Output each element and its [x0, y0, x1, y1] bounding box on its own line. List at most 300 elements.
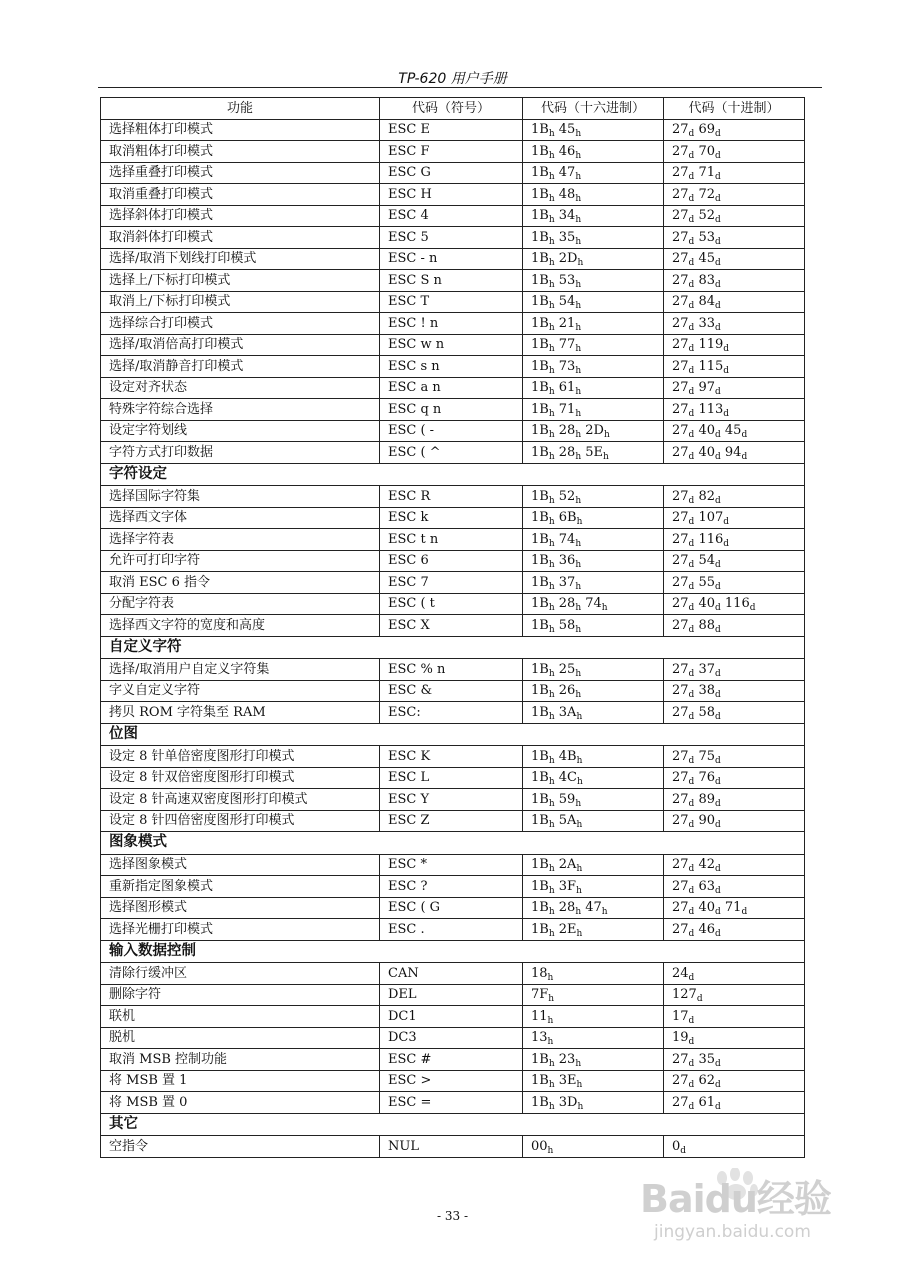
code-value: 1B: [531, 661, 549, 677]
symbol-cell: ESC ( -: [380, 420, 523, 442]
code-value: 27: [672, 661, 689, 677]
code-value: 27: [672, 791, 689, 807]
code-value: 116: [698, 531, 724, 547]
code-radix-suffix: d: [715, 885, 721, 896]
code-radix-suffix: h: [548, 755, 555, 766]
symbol-cell: ESC 5: [380, 227, 523, 249]
function-cell: 选择/取消静音打印模式: [101, 356, 380, 378]
decimal-cell: [664, 184, 805, 206]
decimal-cell: [664, 356, 805, 378]
symbol-cell: ESC *: [380, 854, 523, 876]
code-radix-suffix: d: [688, 668, 695, 679]
code-value: 27: [672, 229, 689, 245]
symbol-cell: DC3: [380, 1027, 523, 1049]
table-header-row: [101, 98, 805, 120]
function-cell: 选择斜体打印模式: [101, 205, 380, 227]
code-radix-suffix: h: [575, 581, 582, 592]
function-cell: 选择/取消用户自定义字符集: [101, 659, 380, 681]
code-value: 27: [672, 770, 689, 786]
symbol-cell: CAN: [380, 963, 523, 985]
code-value: 27: [672, 596, 689, 612]
code-radix-suffix: d: [688, 129, 695, 140]
code-radix-suffix: h: [548, 711, 555, 722]
hex-cell: [523, 291, 664, 313]
code-radix-suffix: d: [688, 1101, 695, 1112]
decimal-cell: [664, 593, 805, 615]
code-value: 90: [698, 813, 715, 829]
code-radix-suffix: h: [548, 1058, 555, 1069]
code-radix-suffix: d: [688, 193, 695, 204]
hex-cell: [523, 1049, 664, 1071]
symbol-cell: ESC k: [380, 507, 523, 529]
symbol-cell: ESC S n: [380, 270, 523, 292]
code-radix-suffix: h: [575, 560, 582, 571]
code-value: 46: [558, 143, 576, 159]
code-value: 1B: [531, 878, 549, 894]
function-cell: 选择光栅打印模式: [101, 919, 380, 941]
table-row: [101, 248, 805, 270]
code-radix-suffix: h: [576, 864, 583, 875]
function-cell: 设定 8 针高速双密度图形打印模式: [101, 789, 380, 811]
code-value: 1B: [531, 921, 549, 937]
code-value: 54: [698, 553, 715, 569]
code-radix-suffix: h: [601, 603, 608, 614]
code-radix-suffix: h: [548, 430, 555, 441]
code-radix-suffix: d: [715, 560, 721, 571]
code-value: 53: [698, 229, 715, 245]
table-row: [101, 789, 805, 811]
code-radix-suffix: d: [688, 150, 695, 161]
section-row: [101, 723, 805, 746]
code-value: 27: [672, 380, 689, 396]
code-radix-suffix: d: [723, 408, 730, 419]
code-radix-suffix: h: [576, 1080, 583, 1091]
code-radix-suffix: h: [548, 560, 555, 571]
code-value: 26: [558, 683, 576, 699]
code-value: 1B: [531, 401, 549, 417]
code-radix-suffix: d: [688, 928, 695, 939]
code-value: 2D: [558, 251, 578, 267]
table-row: [101, 810, 805, 832]
code-radix-suffix: h: [576, 777, 583, 788]
code-value: 3F: [558, 878, 577, 894]
decimal-cell: [664, 291, 805, 313]
function-cell: 选择西文字体: [101, 507, 380, 529]
code-radix-suffix: h: [576, 755, 583, 766]
function-cell: 设定字符划线: [101, 420, 380, 442]
code-radix-suffix: h: [548, 129, 555, 140]
code-radix-suffix: h: [576, 928, 583, 939]
function-cell: 空指令: [101, 1136, 380, 1158]
code-value: 1B: [531, 165, 549, 181]
code-radix-suffix: d: [688, 517, 695, 528]
code-radix-suffix: h: [575, 387, 582, 398]
function-cell: 字符方式打印数据: [101, 442, 380, 464]
code-radix-suffix: h: [548, 624, 555, 635]
code-value: 6B: [558, 510, 577, 526]
hex-cell: [523, 897, 664, 919]
symbol-cell: ESC 7: [380, 572, 523, 594]
code-value: 47: [558, 165, 576, 181]
code-value: 115: [698, 358, 724, 374]
table-row: [101, 1136, 805, 1158]
symbol-cell: ESC s n: [380, 356, 523, 378]
decimal-cell: [664, 550, 805, 572]
code-radix-suffix: d: [688, 864, 695, 875]
code-radix-suffix: h: [548, 538, 555, 549]
hex-cell: [523, 1136, 664, 1158]
code-value: 52: [558, 488, 576, 504]
hex-cell: [523, 377, 664, 399]
code-radix-suffix: d: [688, 495, 695, 506]
code-radix-suffix: h: [575, 603, 582, 614]
decimal-cell: [664, 270, 805, 292]
code-value: 1B: [531, 208, 549, 224]
symbol-cell: ESC H: [380, 184, 523, 206]
code-value: 27: [672, 358, 689, 374]
hex-cell: [523, 205, 664, 227]
code-radix-suffix: h: [548, 279, 555, 290]
decimal-cell: [664, 248, 805, 270]
code-value: 77: [558, 337, 576, 353]
code-radix-suffix: d: [688, 279, 695, 290]
code-value: 27: [672, 857, 689, 873]
code-radix-suffix: d: [688, 624, 695, 635]
code-radix-suffix: d: [741, 451, 748, 462]
code-radix-suffix: d: [688, 798, 695, 809]
code-value: 1B: [531, 596, 549, 612]
code-radix-suffix: h: [575, 495, 582, 506]
decimal-cell: [664, 919, 805, 941]
table-row: [101, 291, 805, 313]
section-heading: 图象模式: [101, 832, 805, 855]
table-row: [101, 420, 805, 442]
code-value: 1B: [531, 315, 549, 331]
code-radix-suffix: d: [715, 711, 721, 722]
hex-cell: [523, 810, 664, 832]
table-row: [101, 550, 805, 572]
code-value: 71: [698, 165, 715, 181]
code-radix-suffix: d: [688, 387, 695, 398]
code-value: 61: [558, 380, 576, 396]
decimal-cell: [664, 963, 805, 985]
code-value: 36: [558, 553, 576, 569]
code-radix-suffix: d: [688, 538, 695, 549]
code-radix-suffix: d: [715, 820, 721, 831]
code-value: 1B: [531, 1073, 549, 1089]
hex-cell: [523, 876, 664, 898]
code-radix-suffix: h: [548, 215, 555, 226]
code-radix-suffix: h: [548, 408, 555, 419]
code-value: 24: [672, 965, 689, 981]
code-radix-suffix: h: [575, 365, 582, 376]
code-value: 1B: [531, 143, 549, 159]
code-radix-suffix: h: [548, 777, 555, 788]
code-value: 34: [558, 208, 576, 224]
table-row: [101, 356, 805, 378]
function-cell: 取消 MSB 控制功能: [101, 1049, 380, 1071]
code-value: 11: [531, 1008, 548, 1024]
code-value: 2E: [558, 921, 577, 937]
symbol-cell: ESC 6: [380, 550, 523, 572]
code-value: 1B: [531, 770, 549, 786]
code-radix-suffix: d: [715, 690, 721, 701]
code-value: 40: [698, 423, 715, 439]
code-radix-suffix: h: [575, 172, 582, 183]
symbol-cell: ESC w n: [380, 334, 523, 356]
function-cell: 选择重叠打印模式: [101, 162, 380, 184]
symbol-cell: ESC ( G: [380, 897, 523, 919]
code-radix-suffix: h: [548, 301, 555, 312]
code-value: 1B: [531, 380, 549, 396]
decimal-cell: [664, 876, 805, 898]
code-radix-suffix: h: [548, 193, 555, 204]
function-cell: 取消斜体打印模式: [101, 227, 380, 249]
hex-cell: [523, 356, 664, 378]
symbol-cell: ESC >: [380, 1070, 523, 1092]
function-cell: 设定 8 针单倍密度图形打印模式: [101, 746, 380, 768]
table-row: [101, 615, 805, 637]
code-value: 1B: [531, 358, 549, 374]
symbol-cell: ESC Y: [380, 789, 523, 811]
code-radix-suffix: h: [575, 301, 582, 312]
hex-cell: [523, 615, 664, 637]
code-value: 19: [672, 1030, 689, 1046]
decimal-cell: [664, 897, 805, 919]
code-value: 61: [698, 1094, 715, 1110]
code-radix-suffix: h: [575, 150, 582, 161]
code-radix-suffix: d: [688, 1080, 695, 1091]
decimal-cell: [664, 313, 805, 335]
header-rule: [98, 87, 822, 88]
section-row: [101, 1113, 805, 1136]
function-cell: 联机: [101, 1006, 380, 1028]
code-value: 1B: [531, 683, 549, 699]
table-row: [101, 162, 805, 184]
function-cell: 选择国际字符集: [101, 486, 380, 508]
function-cell: 清除行缓冲区: [101, 963, 380, 985]
code-radix-suffix: h: [548, 172, 555, 183]
code-value: 58: [558, 617, 576, 633]
code-radix-suffix: h: [577, 258, 584, 269]
code-value: 27: [672, 122, 689, 138]
hex-cell: [523, 507, 664, 529]
code-radix-suffix: h: [548, 798, 555, 809]
table-body: [101, 119, 805, 1157]
code-radix-suffix: h: [576, 517, 583, 528]
code-value: 83: [698, 272, 715, 288]
code-radix-suffix: h: [575, 907, 582, 918]
code-value: 1B: [531, 186, 549, 202]
code-value: 1B: [531, 574, 549, 590]
table-row: [101, 854, 805, 876]
command-table: [100, 97, 805, 1158]
code-radix-suffix: h: [576, 711, 583, 722]
function-cell: 删除字符: [101, 984, 380, 1006]
code-value: 17: [672, 1008, 689, 1024]
code-radix-suffix: d: [715, 668, 721, 679]
symbol-cell: ESC F: [380, 141, 523, 163]
code-value: 1B: [531, 531, 549, 547]
code-value: 27: [672, 1094, 689, 1110]
code-radix-suffix: d: [715, 322, 721, 333]
table-row: [101, 1006, 805, 1028]
code-radix-suffix: d: [696, 994, 703, 1005]
function-cell: 选择西文字符的宽度和高度: [101, 615, 380, 637]
code-value: 35: [558, 229, 576, 245]
code-radix-suffix: d: [715, 193, 721, 204]
code-radix-suffix: d: [688, 820, 695, 831]
hex-cell: [523, 334, 664, 356]
code-value: 27: [672, 683, 689, 699]
table-row: [101, 442, 805, 464]
code-value: 71: [724, 900, 742, 916]
code-radix-suffix: d: [688, 755, 695, 766]
code-value: 89: [698, 791, 715, 807]
hex-cell: [523, 184, 664, 206]
section-heading: 输入数据控制: [101, 940, 805, 963]
hex-cell: [523, 162, 664, 184]
symbol-cell: ESC % n: [380, 659, 523, 681]
code-value: 59: [558, 791, 576, 807]
function-cell: 字义自定义字符: [101, 680, 380, 702]
code-value: 28: [558, 444, 576, 460]
code-value: 27: [672, 251, 689, 267]
code-value: 1B: [531, 1094, 549, 1110]
table-row: [101, 572, 805, 594]
column-header-hex: 代码（十六进制）: [523, 98, 664, 120]
section-row: [101, 463, 805, 486]
code-radix-suffix: h: [548, 1101, 555, 1112]
decimal-cell: [664, 572, 805, 594]
code-radix-suffix: d: [688, 560, 695, 571]
code-value: 1B: [531, 294, 549, 310]
code-radix-suffix: d: [715, 150, 721, 161]
code-value: 27: [672, 315, 689, 331]
page-number: - 33 -: [436, 1209, 468, 1223]
code-radix-suffix: d: [741, 907, 748, 918]
table-row: [101, 1092, 805, 1114]
table-row: [101, 919, 805, 941]
code-value: 1B: [531, 553, 549, 569]
code-radix-suffix: d: [715, 279, 721, 290]
code-value: 1B: [531, 444, 549, 460]
code-radix-suffix: d: [723, 538, 730, 549]
decimal-cell: [664, 984, 805, 1006]
code-value: 1B: [531, 813, 549, 829]
code-value: 38: [698, 683, 715, 699]
code-radix-suffix: h: [548, 885, 555, 896]
decimal-cell: [664, 659, 805, 681]
code-value: 40: [698, 900, 715, 916]
code-radix-suffix: d: [688, 711, 695, 722]
code-value: 27: [672, 488, 689, 504]
code-radix-suffix: d: [688, 408, 695, 419]
decimal-cell: [664, 1006, 805, 1028]
decimal-cell: [664, 1049, 805, 1071]
code-value: 74: [585, 596, 602, 612]
code-value: 54: [558, 294, 576, 310]
function-cell: 特殊字符综合选择: [101, 399, 380, 421]
function-cell: 取消 ESC 6 指令: [101, 572, 380, 594]
symbol-cell: ESC .: [380, 919, 523, 941]
code-radix-suffix: d: [723, 344, 730, 355]
code-value: 27: [672, 921, 689, 937]
code-radix-suffix: d: [715, 430, 721, 441]
code-value: 75: [698, 748, 715, 764]
function-cell: 拷贝 ROM 字符集至 RAM: [101, 702, 380, 724]
code-value: 48: [558, 186, 576, 202]
code-value: 113: [698, 401, 724, 417]
table-row: [101, 680, 805, 702]
code-value: 52: [698, 208, 715, 224]
hex-cell: [523, 593, 664, 615]
function-cell: 将 MSB 置 0: [101, 1092, 380, 1114]
hex-cell: [523, 1070, 664, 1092]
code-value: 127: [672, 987, 697, 1003]
hex-cell: [523, 442, 664, 464]
code-radix-suffix: h: [575, 129, 582, 140]
code-value: 88: [698, 617, 715, 633]
code-value: 28: [558, 596, 576, 612]
column-header-symbol: 代码（符号）: [380, 98, 523, 120]
symbol-cell: ESC =: [380, 1092, 523, 1114]
code-value: 45: [724, 423, 742, 439]
symbol-cell: ESC q n: [380, 399, 523, 421]
symbol-cell: DEL: [380, 984, 523, 1006]
code-radix-suffix: d: [688, 322, 695, 333]
code-value: 28: [558, 900, 576, 916]
code-radix-suffix: h: [575, 451, 582, 462]
function-cell: 选择图象模式: [101, 854, 380, 876]
code-radix-suffix: d: [715, 928, 721, 939]
code-radix-suffix: d: [688, 172, 695, 183]
code-radix-suffix: d: [688, 215, 695, 226]
code-radix-suffix: d: [688, 972, 695, 983]
code-radix-suffix: h: [576, 885, 582, 896]
table-row: [101, 1049, 805, 1071]
code-radix-suffix: d: [688, 1037, 695, 1048]
code-value: 37: [698, 661, 715, 677]
code-radix-suffix: d: [715, 215, 721, 226]
decimal-cell: [664, 119, 805, 141]
code-radix-suffix: d: [715, 907, 721, 918]
symbol-cell: ESC K: [380, 746, 523, 768]
code-radix-suffix: d: [723, 365, 730, 376]
hex-cell: [523, 659, 664, 681]
decimal-cell: [664, 377, 805, 399]
table-row: [101, 659, 805, 681]
code-value: 1B: [531, 229, 549, 245]
symbol-cell: ESC X: [380, 615, 523, 637]
section-row: [101, 832, 805, 855]
hex-cell: [523, 1092, 664, 1114]
symbol-cell: ESC L: [380, 767, 523, 789]
code-radix-suffix: d: [715, 777, 721, 788]
code-value: 27: [672, 337, 689, 353]
table-row: [101, 529, 805, 551]
code-radix-suffix: d: [715, 798, 721, 809]
code-radix-suffix: d: [688, 301, 695, 312]
decimal-cell: [664, 334, 805, 356]
code-radix-suffix: h: [548, 365, 555, 376]
code-value: 23: [558, 1051, 576, 1067]
table-row: [101, 399, 805, 421]
code-value: 55: [698, 574, 715, 590]
code-radix-suffix: d: [715, 236, 721, 247]
code-radix-suffix: d: [688, 907, 695, 918]
code-radix-suffix: h: [575, 538, 582, 549]
